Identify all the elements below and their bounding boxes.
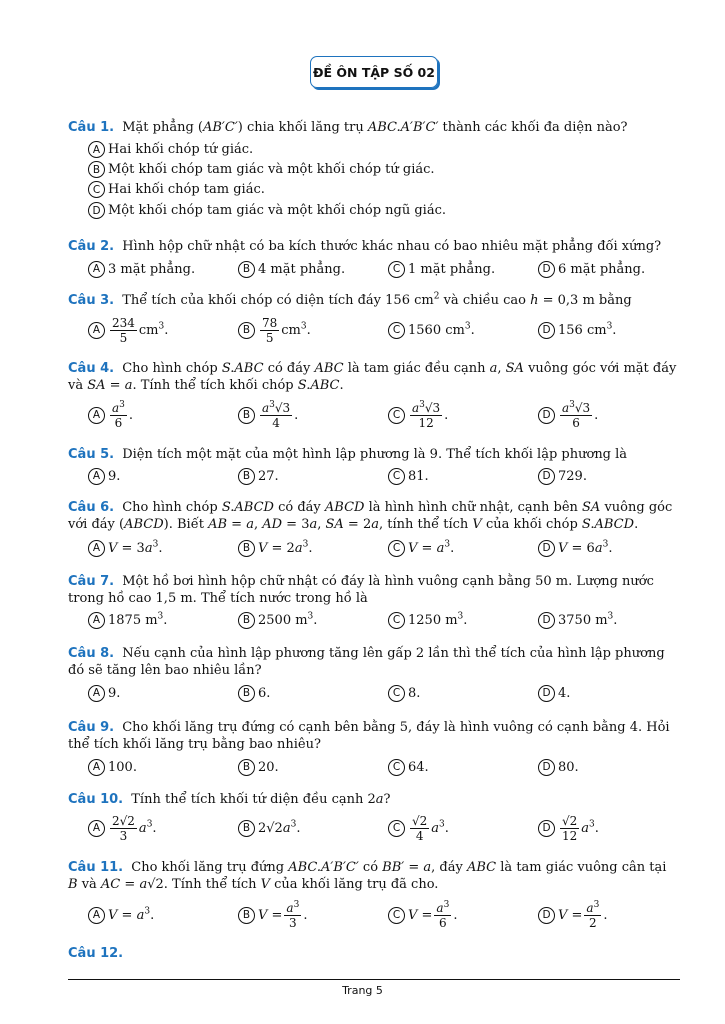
- options-row: [88, 609, 685, 631]
- question-3: [68, 292, 680, 309]
- option-text: Hai khối chóp tứ giác.: [108, 142, 254, 157]
- question-number: Câu 10.: [68, 792, 124, 807]
- option-c[interactable]: C $V = a^3$.: [388, 537, 454, 559]
- question-number: Câu 11.: [68, 860, 124, 875]
- option-d[interactable]: D $V = 6a^3$.: [538, 537, 612, 559]
- option-label: C: [388, 820, 405, 837]
- option-c[interactable]: C $\frac{a^3√3}{12}$ .: [388, 397, 448, 433]
- options-row: [88, 756, 685, 778]
- question-number: Câu 8.: [68, 646, 115, 661]
- option-c[interactable]: C 1560 $cm^3$.: [388, 314, 475, 346]
- question-number: Câu 7.: [68, 574, 115, 589]
- option-a[interactable]: A $\frac{a^3}{6}$ .: [88, 397, 133, 433]
- option-b[interactable]: B $2√2a^3$.: [238, 810, 300, 846]
- question-10: [68, 791, 680, 808]
- option-label: B: [238, 612, 255, 629]
- option-c[interactable]: C V = $\frac{a^3}{6}$ .: [388, 897, 457, 933]
- option-label: C: [388, 407, 405, 424]
- option-label: C: [388, 612, 405, 629]
- fraction: $\frac{a^3}{6}$: [436, 899, 450, 930]
- option-d[interactable]: D 156 $cm^3$.: [538, 314, 616, 346]
- options-row: [88, 682, 685, 704]
- options-row: [88, 465, 685, 487]
- option-label: C: [388, 468, 405, 485]
- fraction: $\frac{a^3}{2}$: [586, 899, 600, 930]
- option-label: D: [88, 202, 105, 219]
- option-label: B: [88, 161, 105, 178]
- option-label: B: [238, 759, 255, 776]
- option-label: A: [88, 540, 105, 557]
- option-label: A: [88, 907, 105, 924]
- option-b[interactable]: [238, 682, 270, 704]
- option-d[interactable]: D $\frac{√2}{12}$ $a^3$.: [538, 810, 599, 846]
- fraction: $\frac{78}{5}$: [262, 315, 278, 345]
- option-b[interactable]: [88, 160, 435, 179]
- question-text: Cho khối lăng trụ đứng có cạnh bên bằng 5, đáy là hình vuông có cạnh bằng 4. Hỏi thể tích khối lăng trụ bằng bao nhiêu?: [68, 720, 670, 752]
- option-a[interactable]: A $\frac{2√2}{3}$ $a^3$.: [88, 810, 157, 846]
- question-text: Thể tích của khối chóp có diện tích đáy 156 $cm^2$ và chiều cao h = 0,3 m bằng: [122, 291, 632, 308]
- option-label: A: [88, 407, 105, 424]
- question-text: Hình hộp chữ nhật có ba kích thước khác nhau có bao nhiêu mặt phẳng đối xứng?: [122, 239, 662, 254]
- option-c[interactable]: C $\frac{√2}{4}$ $a^3$.: [388, 810, 449, 846]
- question-number: Câu 1.: [68, 120, 115, 135]
- options-row: [88, 397, 685, 433]
- option-label: D: [538, 820, 555, 837]
- fraction: $\frac{√2}{4}$: [412, 813, 428, 843]
- fraction: $\frac{2√2}{3}$: [112, 813, 135, 843]
- option-label: D: [538, 468, 555, 485]
- option-label: D: [538, 907, 555, 924]
- option-label: D: [538, 612, 555, 629]
- question-11: [68, 859, 680, 893]
- question-9: [68, 719, 680, 753]
- option-b[interactable]: B $\frac{a^3√3}{4}$ .: [238, 397, 298, 433]
- option-d[interactable]: [538, 682, 570, 704]
- option-label: C: [88, 181, 105, 198]
- question-text: Nếu cạnh của hình lập phương tăng lên gấp 2 lần thì thể tích của hình lập phương đó sẽ tăng lên bao nhiêu lần?: [68, 646, 665, 678]
- option-b[interactable]: B V = $\frac{a^3}{3}$ .: [238, 897, 307, 933]
- question-12: [68, 945, 680, 962]
- question-number: Câu 4.: [68, 361, 115, 376]
- question-number: Câu 12.: [68, 946, 124, 961]
- question-text: Cho hình chóp S.ABCD có đáy ABCD là hình hình chữ nhật, cạnh bên SA vuông góc với đáy (ABCD). Biết AB = a, AD = 3a, SA = 2a, tính thể tích V của khối chóp S.ABCD.: [68, 500, 673, 532]
- option-text: 1 mặt phẳng.: [408, 261, 496, 277]
- question-number: Câu 6.: [68, 500, 115, 515]
- option-label: B: [238, 685, 255, 702]
- option-d[interactable]: D $\frac{a^3√3}{6}$ .: [538, 397, 598, 433]
- option-label: A: [88, 820, 105, 837]
- option-label: B: [238, 322, 255, 339]
- question-text: Tính thể tích khối tứ diện đều cạnh 2a?: [131, 792, 391, 807]
- option-label: D: [538, 685, 555, 702]
- options-row: [88, 258, 685, 280]
- option-text: 9.: [108, 685, 121, 701]
- option-label: D: [538, 540, 555, 557]
- option-label: A: [88, 612, 105, 629]
- option-a[interactable]: [88, 682, 120, 704]
- option-text: 80.: [558, 759, 579, 775]
- question-text: Cho khối lăng trụ đứng ABC.A′B′C′ có BB′ = a, đáy ABC là tam giác vuông cân tại B và AC = a√2. Tính thể tích V của khối lăng trụ đã cho.: [68, 860, 667, 892]
- fraction: $\frac{a^3}{3}$: [286, 899, 300, 930]
- option-label: C: [388, 540, 405, 557]
- option-label: D: [538, 759, 555, 776]
- option-label: C: [388, 907, 405, 924]
- question-number: Câu 3.: [68, 293, 115, 308]
- option-a[interactable]: [88, 756, 137, 778]
- option-label: C: [388, 759, 405, 776]
- question-number: Câu 5.: [68, 447, 115, 462]
- option-text: 4.: [558, 685, 571, 701]
- option-b[interactable]: B $V = 2a^3$.: [238, 537, 312, 559]
- question-number: Câu 9.: [68, 720, 115, 735]
- question-5: [68, 446, 680, 463]
- option-label: A: [88, 322, 105, 339]
- fraction: $\frac{a^3√3}{12}$: [412, 399, 441, 430]
- option-a[interactable]: [88, 465, 120, 487]
- option-b[interactable]: B 2500 $m^3$.: [238, 609, 317, 631]
- option-c[interactable]: C 1250 $m^3$.: [388, 609, 467, 631]
- options-row: [88, 537, 685, 559]
- question-number: Câu 2.: [68, 239, 115, 254]
- option-text: 27.: [258, 468, 279, 484]
- option-label: C: [388, 685, 405, 702]
- option-b[interactable]: [238, 258, 345, 280]
- option-d[interactable]: [538, 258, 645, 280]
- option-b[interactable]: B $\frac{78}{5}$ $cm^3$.: [238, 314, 311, 346]
- option-label: B: [238, 261, 255, 278]
- fraction: $\frac{234}{5}$: [112, 315, 135, 345]
- option-a[interactable]: A $V = a^3$.: [88, 897, 154, 933]
- question-6: [68, 499, 680, 533]
- options-row: [88, 897, 685, 933]
- option-text: 6.: [258, 685, 271, 701]
- option-d[interactable]: [88, 201, 446, 220]
- option-label: A: [88, 468, 105, 485]
- option-label: A: [88, 261, 105, 278]
- question-2: [68, 238, 680, 255]
- page-title: ĐỀ ÔN TẬP SỐ 02: [310, 56, 438, 88]
- question-8: [68, 645, 680, 679]
- option-d[interactable]: [538, 756, 579, 778]
- option-label: B: [238, 407, 255, 424]
- page-number: Trang 5: [342, 984, 383, 997]
- option-b[interactable]: [238, 756, 279, 778]
- option-label: D: [538, 261, 555, 278]
- option-d[interactable]: [538, 465, 587, 487]
- option-c[interactable]: [388, 682, 420, 704]
- option-text: 729.: [558, 468, 587, 484]
- question-text: Một hồ bơi hình hộp chữ nhật có đáy là hình vuông cạnh bằng 50 m. Lượng nước trong hồ cao 1,5 m. Thể tích nước trong hồ là: [68, 574, 654, 606]
- option-text: 20.: [258, 759, 279, 775]
- option-text: Hai khối chóp tam giác.: [108, 182, 265, 197]
- option-label: B: [238, 468, 255, 485]
- option-text: 64.: [408, 759, 429, 775]
- fraction: $\frac{a^3}{6}$: [112, 399, 125, 430]
- option-d[interactable]: D 3750 $m^3$.: [538, 609, 617, 631]
- option-label: B: [238, 540, 255, 557]
- options-row: [88, 810, 685, 846]
- option-c[interactable]: [388, 258, 495, 280]
- question-text: Diện tích một mặt của một hình lập phương là 9. Thể tích khối lập phương là: [122, 447, 628, 462]
- option-a[interactable]: A 1875 $m^3$.: [88, 609, 167, 631]
- question-4: [68, 360, 680, 394]
- question-text: Cho hình chóp S.ABC có đáy ABC là tam giác đều cạnh a, SA vuông góc với mặt đáy và SA = a. Tính thể tích khối chóp S.ABC.: [68, 361, 677, 393]
- option-c[interactable]: [88, 180, 265, 199]
- question-text: Mặt phẳng (AB′C′) chia khối lăng trụ ABC.A′B′C′ thành các khối đa diện nào?: [122, 120, 628, 135]
- option-label: D: [538, 322, 555, 339]
- fraction: $\frac{a^3√3}{6}$: [562, 399, 591, 430]
- option-label: A: [88, 759, 105, 776]
- option-label: D: [538, 407, 555, 424]
- option-a[interactable]: A $V = 3a^3$.: [88, 537, 162, 559]
- footer-divider: [68, 979, 680, 980]
- option-label: C: [388, 322, 405, 339]
- option-text: Một khối chóp tam giác và một khối chóp tứ giác.: [108, 162, 435, 177]
- option-c[interactable]: [388, 465, 429, 487]
- option-text: 100.: [108, 759, 137, 775]
- option-a[interactable]: [88, 258, 195, 280]
- option-d[interactable]: D V = $\frac{a^3}{2}$ .: [538, 897, 607, 933]
- option-b[interactable]: [238, 465, 279, 487]
- option-text: 6 mặt phẳng.: [558, 261, 646, 277]
- option-label: A: [88, 141, 105, 158]
- option-label: B: [238, 820, 255, 837]
- option-a[interactable]: [88, 140, 253, 159]
- option-c[interactable]: [388, 756, 429, 778]
- option-a[interactable]: A $\frac{234}{5}$ $cm^3$.: [88, 314, 168, 346]
- options-row: [88, 314, 685, 346]
- question-7: [68, 573, 680, 607]
- option-label: C: [388, 261, 405, 278]
- option-label: B: [238, 907, 255, 924]
- option-text: 9.: [108, 468, 121, 484]
- option-text: 8.: [408, 685, 421, 701]
- fraction: $\frac{√2}{12}$: [562, 813, 578, 843]
- fraction: $\frac{a^3√3}{4}$: [262, 399, 291, 430]
- option-text: 81.: [408, 468, 429, 484]
- option-text: 4 mặt phẳng.: [258, 261, 346, 277]
- option-text: 3 mặt phẳng.: [108, 261, 196, 277]
- option-text: Một khối chóp tam giác và một khối chóp ngũ giác.: [108, 203, 447, 218]
- option-label: A: [88, 685, 105, 702]
- question-1: [68, 119, 680, 136]
